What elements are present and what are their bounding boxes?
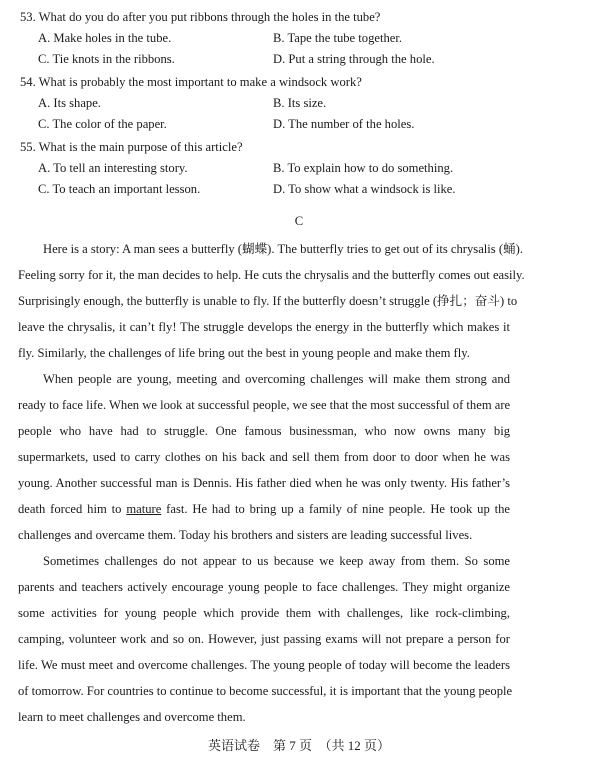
passage-line: leave the chrysalis, it can’t fly! The struggle develops the energy in the butterfly which makes it <box>18 320 510 334</box>
section-heading: C <box>294 214 304 228</box>
option-b: B. Its size. <box>273 96 327 110</box>
passage-line: Feeling sorry for it, the man decides to help. He cuts the chrysalis and the butterfly comes out easily. <box>18 268 525 282</box>
line-text: death forced him to <box>18 502 127 516</box>
passage-line: When people are young, meeting and overcoming challenges will make them strong and <box>43 372 510 386</box>
passage-line: young. Another successful man is Dennis. His father died when he was only twenty. His father’s <box>18 476 510 490</box>
passage-line: parents and teachers actively encourage young people to face challenges. They might organize <box>18 580 510 594</box>
option-c: C. Tie knots in the ribbons. <box>38 52 175 66</box>
option-b: B. To explain how to do something. <box>273 161 454 175</box>
passage-line: Here is a story: A man sees a butterfly (蝴蝶). The butterfly tries to get out of its chrysalis (蛹). <box>43 242 523 256</box>
line-text: fast. He had to bring up a family of nine people. He took up the <box>161 502 510 516</box>
passage-line: fly. Similarly, the challenges of life bring out the best in young people and make them fly. <box>18 346 470 360</box>
option-row <box>20 28 580 49</box>
passage-line: ready to face life. When we look at successful people, we see that the most successful of them are <box>18 398 511 412</box>
passage-line: challenges and overcame them. Today his brothers and sisters are leading successful lives. <box>18 528 473 542</box>
passage-line: some activities for young people which provide them with challenges, like rock-climbing, <box>18 606 510 620</box>
question-stem: 55. What is the main purpose of this article? <box>20 140 243 154</box>
question-55 <box>20 137 580 200</box>
option-a: A. Make holes in the tube. <box>38 31 172 45</box>
option-row <box>20 114 580 135</box>
passage-line <box>18 496 510 522</box>
passage-line: Sometimes challenges do not appear to us because we keep away from them. So some <box>43 554 510 568</box>
question-stem: 54. What is probably the most important to make a windsock work? <box>20 75 362 89</box>
passage-line: supermarkets, used to carry clothes on his back and sell them from door to door when he was <box>18 450 510 464</box>
passage-line: life. We must meet and overcome challenges. The young people of today will become the leaders <box>18 658 510 672</box>
option-row <box>20 158 580 179</box>
passage-line: people who have had to struggle. One famous businessman, who now owns many big <box>18 424 510 438</box>
question-53 <box>20 7 580 70</box>
page-footer: 英语试卷 第 7 页 （共 12 页） <box>207 738 390 753</box>
option-d: D. The number of the holes. <box>273 117 415 131</box>
option-a: A. Its shape. <box>38 96 101 110</box>
question-stem: 53. What do you do after you put ribbons through the holes in the tube? <box>20 10 381 24</box>
reading-passage <box>18 236 525 730</box>
option-d: D. Put a string through the hole. <box>273 52 435 66</box>
option-a: A. To tell an interesting story. <box>38 161 188 175</box>
passage-line: learn to meet challenges and overcome them. <box>18 710 246 724</box>
option-row <box>20 93 580 114</box>
underlined-word: mature <box>126 502 162 516</box>
question-54 <box>20 72 580 135</box>
option-c: C. The color of the paper. <box>38 117 167 131</box>
option-b: B. Tape the tube together. <box>273 31 402 45</box>
option-row <box>20 49 580 70</box>
passage-line: camping, volunteer work and so on. However, just passing exams will not prepare a person for <box>18 632 510 646</box>
option-c: C. To teach an important lesson. <box>38 182 201 196</box>
option-d: D. To show what a windsock is like. <box>273 182 456 196</box>
option-row <box>20 179 580 200</box>
passage-line: of tomorrow. For countries to continue to become successful, it is important that the young people <box>18 684 513 698</box>
passage-line: Surprisingly enough, the butterfly is unable to fly. If the butterfly doesn’t struggle (挣扎；奋斗) to <box>18 294 518 308</box>
